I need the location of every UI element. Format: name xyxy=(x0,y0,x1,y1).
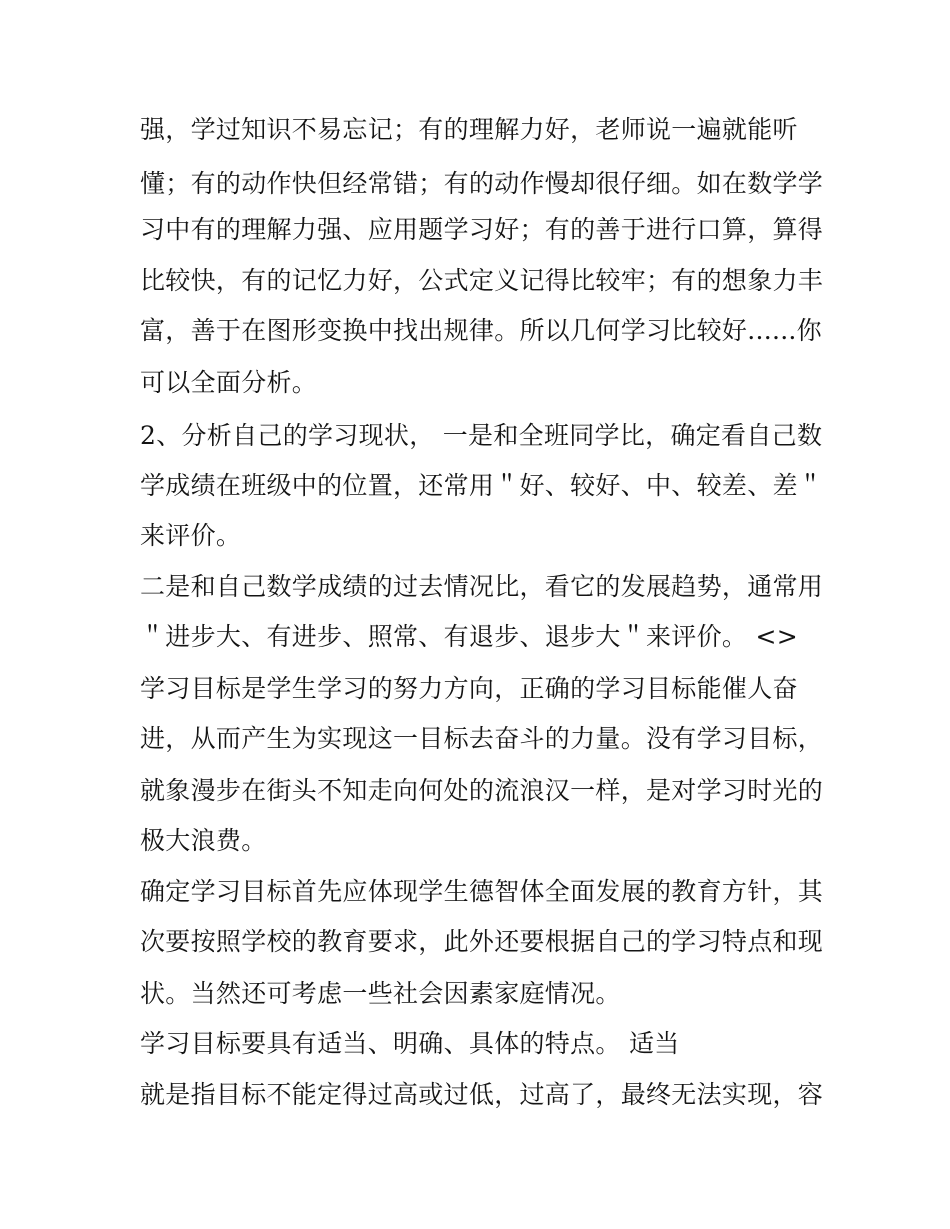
text-line: 就象漫步在街头不知走向何处的流浪汉一样，是对学习时光的 xyxy=(140,776,824,805)
text-line: 极大浪费。 xyxy=(140,826,267,855)
text-line: 比较快，有的记忆力好，公式定义记得比较牢；有的想象力丰 xyxy=(140,266,824,295)
text-line: 来评价。 xyxy=(140,521,242,550)
text-line: 学习目标要具有适当、明确、具体的特点。 适当 xyxy=(140,1029,680,1058)
text-line: 次要按照学校的教育要求，此外还要根据自己的学习特点和现 xyxy=(140,927,824,956)
text-line: 可以全面分析。 xyxy=(140,368,318,397)
text-line: 懂；有的动作快但经常错；有的动作慢却很仔细。如在数学学 xyxy=(140,169,824,198)
text-line: 确定学习目标首先应体现学生德智体全面发展的教育方针，其 xyxy=(140,877,824,906)
text-line: 富，善于在图形变换中找出规律。所以几何学习比较好......你 xyxy=(140,316,822,345)
text-line: ＂进步大、有进步、照常、有退步、退步大＂来评价。 <> xyxy=(140,622,798,651)
text-line: 学成绩在班级中的位置，还常用＂好、较好、中、较差、差＂ xyxy=(140,471,824,500)
text-line: 二是和自己数学成绩的过去情况比，看它的发展趋势，通常用 xyxy=(140,572,824,601)
text-line: 2、分析自己的学习现状， 一是和全班同学比，确定看自己数 xyxy=(140,421,823,450)
text-line: 强，学过知识不易忘记；有的理解力好，老师说一遍就能听 xyxy=(140,115,798,144)
text-line: 学习目标是学生学习的努力方向，正确的学习目标能催人奋 xyxy=(140,674,798,703)
text-line: 进，从而产生为实现这一目标去奋斗的力量。没有学习目标， xyxy=(140,724,824,753)
text-line: 习中有的理解力强、应用题学习好；有的善于进行口算，算得 xyxy=(140,215,824,244)
text-line: 就是指目标不能定得过高或过低，过高了，最终无法实现，容 xyxy=(140,1080,824,1109)
text-line: 状。当然还可考虑一些社会因素家庭情况。 xyxy=(140,979,621,1008)
